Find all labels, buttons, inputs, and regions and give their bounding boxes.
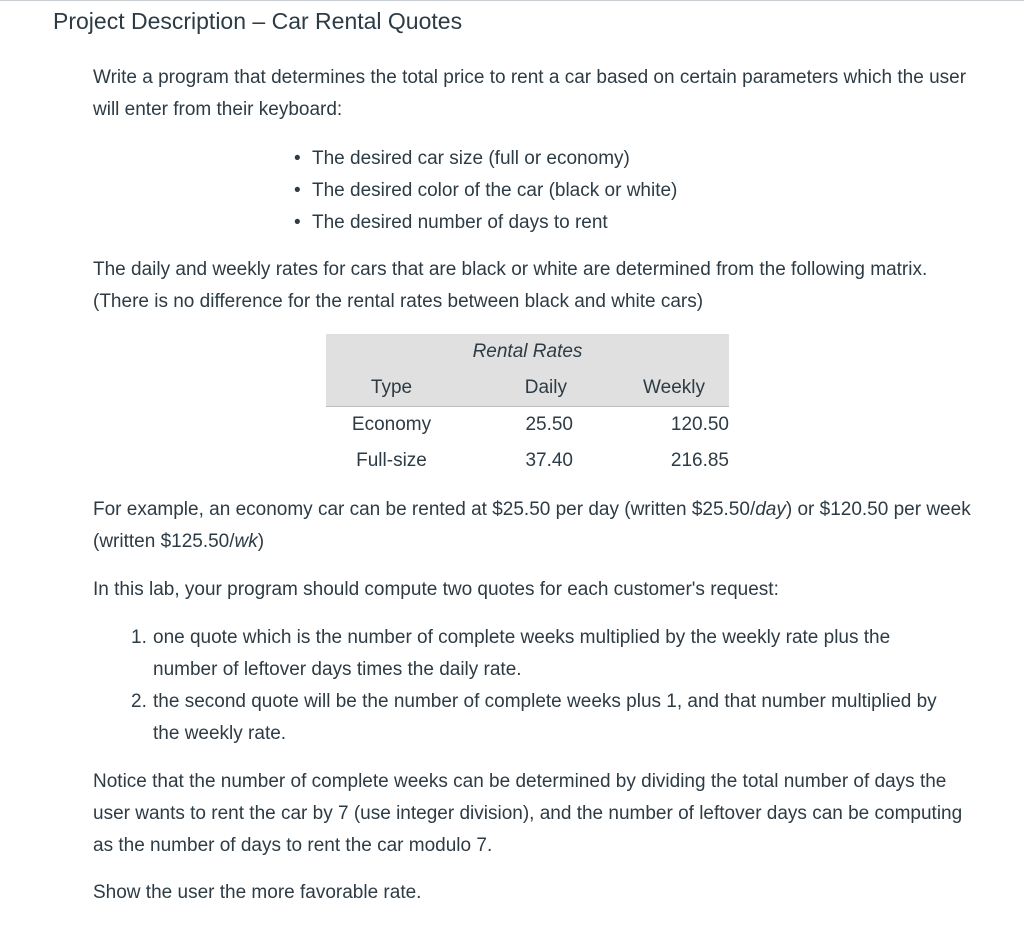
list-item: • The desired color of the car (black or white) — [294, 175, 677, 207]
page-title: Project Description – Car Rental Quotes — [53, 8, 463, 34]
table-row — [326, 443, 729, 479]
table-caption: Rental Rates — [472, 341, 583, 362]
closing-paragraph: Show the user the more favorable rate. — [93, 882, 422, 903]
top-divider — [0, 0, 1024, 1]
column-header-daily: Daily — [457, 370, 573, 407]
column-header-weekly: Weekly — [573, 370, 729, 407]
weekly-rate: 216.85 — [670, 450, 729, 471]
quote-steps-list — [131, 622, 951, 750]
intro-paragraph: Write a program that determines the total price to rent a car based on certain parameters which the user will enter from their keyboard: — [93, 67, 967, 120]
list-item: 1. one quote which is the number of complete weeks multiplied by the weekly rate plus the number of leftover days times the daily rate. — [131, 622, 951, 686]
notice-paragraph: Notice that the number of complete weeks can be determined by dividing the total number of days the user wants to rent the car by 7 (use integer division), and the number of leftover days can be computing as the number of days to rent the car modulo 7. — [93, 771, 963, 856]
rates-intro-paragraph: The daily and weekly rates for cars that are black or white are determined from the following matrix. (There is no difference for the rental rates between black and white cars) — [93, 259, 928, 312]
parameter-list — [294, 143, 677, 239]
quotes-intro-paragraph: In this lab, your program should compute two quotes for each customer's request: — [93, 579, 779, 600]
row-label: Economy — [351, 414, 432, 435]
weekly-rate: 120.50 — [670, 414, 729, 435]
list-number: 1. — [131, 627, 147, 648]
daily-rate: 37.40 — [525, 450, 573, 471]
example-paragraph: For example, an economy car can be rented at $25.50 per day (written $25.50/day) or $120.50 per week (written $125.50/wk) — [93, 499, 971, 552]
daily-rate: 25.50 — [525, 414, 573, 435]
list-item: • The desired car size (full or economy) — [294, 143, 677, 175]
table-row — [326, 407, 729, 444]
list-item: • The desired number of days to rent — [294, 207, 677, 239]
rental-rates-table — [326, 334, 729, 479]
column-header-type: Type — [326, 370, 457, 407]
list-item: 2. the second quote will be the number of complete weeks plus 1, and that number multiplied by the weekly rate. — [131, 686, 951, 750]
list-number: 2. — [131, 691, 147, 712]
row-label: Full-size — [356, 450, 427, 471]
